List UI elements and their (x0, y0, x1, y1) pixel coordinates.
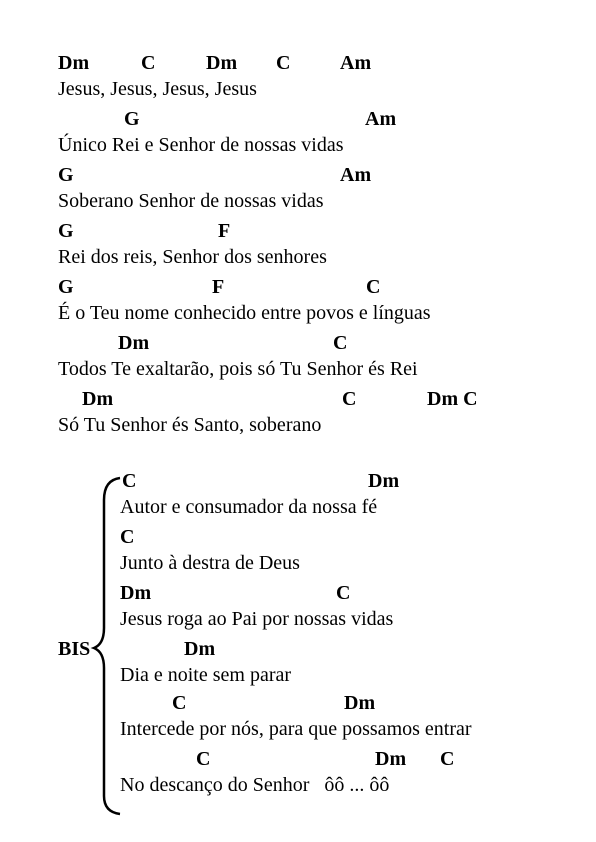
chord: G (58, 220, 74, 242)
lyric-line: Só Tu Senhor és Santo, soberano (58, 414, 322, 436)
chord: C (336, 582, 351, 604)
lyric-line: Soberano Senhor de nossas vidas (58, 190, 324, 212)
chord: G (58, 276, 74, 298)
chord: Dm C (427, 388, 478, 410)
lyric-line: Junto à destra de Deus (120, 552, 300, 574)
chord: F (212, 276, 225, 298)
lyric-line: Jesus roga ao Pai por nossas vidas (120, 608, 394, 630)
chord: Am (340, 164, 372, 186)
chord: Am (340, 52, 372, 74)
chord: Dm (368, 470, 400, 492)
chord: C (333, 332, 348, 354)
lyric-line: Todos Te exaltarão, pois só Tu Senhor és Rei (58, 358, 418, 380)
chord: C (342, 388, 357, 410)
chord: Dm (344, 692, 376, 714)
chord: Dm (206, 52, 238, 74)
chord: C (196, 748, 211, 770)
chord: Dm (82, 388, 114, 410)
chord: C (276, 52, 291, 74)
chord: C (120, 526, 135, 548)
chord: Dm (184, 638, 216, 660)
lyric-line: Autor e consumador da nossa fé (120, 496, 378, 518)
lyric-line: Rei dos reis, Senhor dos senhores (58, 246, 327, 268)
chord: G (124, 108, 140, 130)
chord: C (440, 748, 455, 770)
chord: Am (365, 108, 397, 130)
chord: C (122, 470, 137, 492)
chord: Dm (118, 332, 150, 354)
lyric-line: Intercede por nós, para que possamos entrar (120, 718, 472, 740)
chord: Dm (120, 582, 152, 604)
chord: C (172, 692, 187, 714)
lyric-line: Jesus, Jesus, Jesus, Jesus (58, 78, 257, 100)
lyric-line: Dia e noite sem parar (120, 664, 292, 686)
chord: G (58, 164, 74, 186)
chord: Dm (58, 52, 90, 74)
lyric-line: No descanço do Senhor ôô ... ôô (120, 774, 390, 796)
chord: Dm (375, 748, 407, 770)
chord: C (141, 52, 156, 74)
chord: C (366, 276, 381, 298)
lyric-line: É o Teu nome conhecido entre povos e línguas (58, 302, 431, 324)
bis-label: BIS (58, 638, 91, 660)
chord: F (218, 220, 231, 242)
lyric-line: Único Rei e Senhor de nossas vidas (58, 134, 344, 156)
